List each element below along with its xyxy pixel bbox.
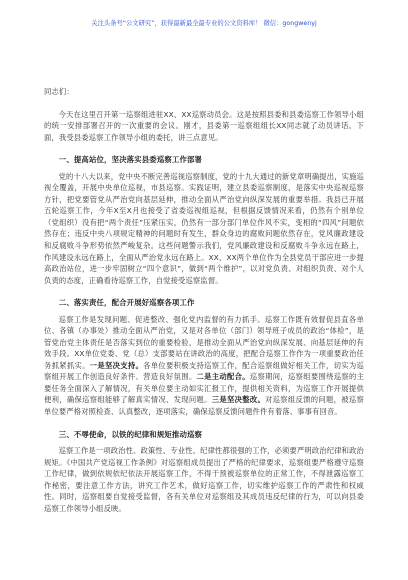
text-run: 巡察期间，巡察组要围绕巡察的主要任务全面深入了解情况，有关单位要主动如实汇报工作，提供相关资料，为巡察工作开展提供便利，确保巡察组能够了解真实情况、发现问题。 bbox=[44, 372, 365, 405]
section-paragraph bbox=[44, 445, 364, 514]
bold-phrase: 一是坚决支持。 bbox=[89, 360, 144, 370]
section-heading: 二、落实责任，配合开展好巡察各项工作 bbox=[58, 298, 195, 308]
section-heading: 一、提高站位，坚决落实县委巡察工作部署 bbox=[58, 155, 203, 165]
text-run: 巡察工作是发现问题、促进整改、强化党内监督的有力抓手。巡察工作既有效督促县直各单位、各镇（办事处）推动全面从严治党，又是对各单位（部门）领导班子成员的政治“体检”，是管党治党主体责任是否落实到位的重要检验，是推动全面从严治党向纵深发展、向基层延伸的有效手段。XX单位党委、党（总）支部要站在讲政治的高度，把配合巡察工作作为一项重要政治任务抓紧抓实。 bbox=[44, 314, 364, 370]
intro-paragraph: 今天在这里召开第一巡察组进驻XX、XX巡察动员会。这是按照县委和县委巡察工作领导小组的统一安排部署召开的一次重要的会议。刚才，县委第一巡察组组长XX同志就了动员讲话。下面，我受县委巡察工作领导小组的委托，讲三点意见。 bbox=[44, 109, 364, 142]
text-run: 巡察工作是一项政治性、政策性、专业性、纪律性都很强的工作，必须要严明政治纪律和政治规矩。《中国共产党巡视工作条例》对巡察组成员提出了严格的纪律要求，巡察组要严格遵守巡察工作纪律，做到依规依纪依法开展巡察工作，不得干预被巡察单位的正常工作，不得泄露巡察工作秘密，要注意工作方法，讲究工作艺术，做好巡察工作，切实维护巡察工作的严肃性和权威性。同时，巡察组要自觉接受监督，各有关单位对巡察组及其成员违反纪律的行为，可以向县委巡察工作领导小组反映。 bbox=[44, 446, 364, 513]
bold-phrase: 二是主动配合。 bbox=[196, 372, 250, 382]
text-run: 各单位要积极支持巡察工作，配合巡察组做好相关工作，切实为巡察组开展工作创造良好条件、营造良好氛围。 bbox=[44, 360, 364, 382]
section-paragraph bbox=[44, 171, 364, 286]
text-run: 党的十八大以来，党中央不断完善巡视巡察制度，党的十九大通过的新党章明确提出，实施巡视全覆盖，开展中央单位巡视，市县巡察。实践证明，建立县委巡察制度，是落实中央巡视巡察方针，把党要管党从严治党向基层延伸，推动全面从严治党向纵深发展的重要举措。我县已开展五轮巡察工作，今年X至X月也接受了省委巡视组巡视，但根据反馈情况来看，仍然有个别单位（党组织）没有把“两个责任”压紧压实，仍然有一部分部门单位作风不实，变相的“四风”问题依然存在；违反中央八项规定精神的问题时有发生，群众身边的腐败问题依然存在，党风廉政建设和反腐败斗争形势依然严峻复杂。这些问题警示我们，党风廉政建设和反腐败斗争永远在路上，作风建设永远在路上，全面从严治党永远在路上。XX、XX两个单位作为全县党员干部应进一步提高政治站位，进一步牢固树立“四个意识”，做到“两个维护”，以对党负责、对组织负责、对个人负责的态度，正确看待巡察工作，自觉接受巡察监督。 bbox=[44, 171, 364, 285]
section-paragraph bbox=[44, 314, 364, 418]
text-run: 对巡察组反馈的问题，被巡察单位要严格对照检查、认真整改，逐项落实，确保巡察反馈问题件件有着落、事事有回音。 bbox=[44, 395, 364, 417]
sections-container bbox=[44, 154, 364, 514]
bold-phrase: 三是坚决整改。 bbox=[211, 395, 266, 405]
greeting: 同志们： bbox=[44, 87, 74, 96]
header-banner: 关注头条号“公文研究”，获得最新最全最专业的公文资料库！ 微信：gongwenyj bbox=[91, 20, 317, 27]
document-body bbox=[44, 86, 364, 514]
section-heading: 三、不辱使命，以铁的纪律和规矩推动巡察 bbox=[58, 429, 203, 439]
